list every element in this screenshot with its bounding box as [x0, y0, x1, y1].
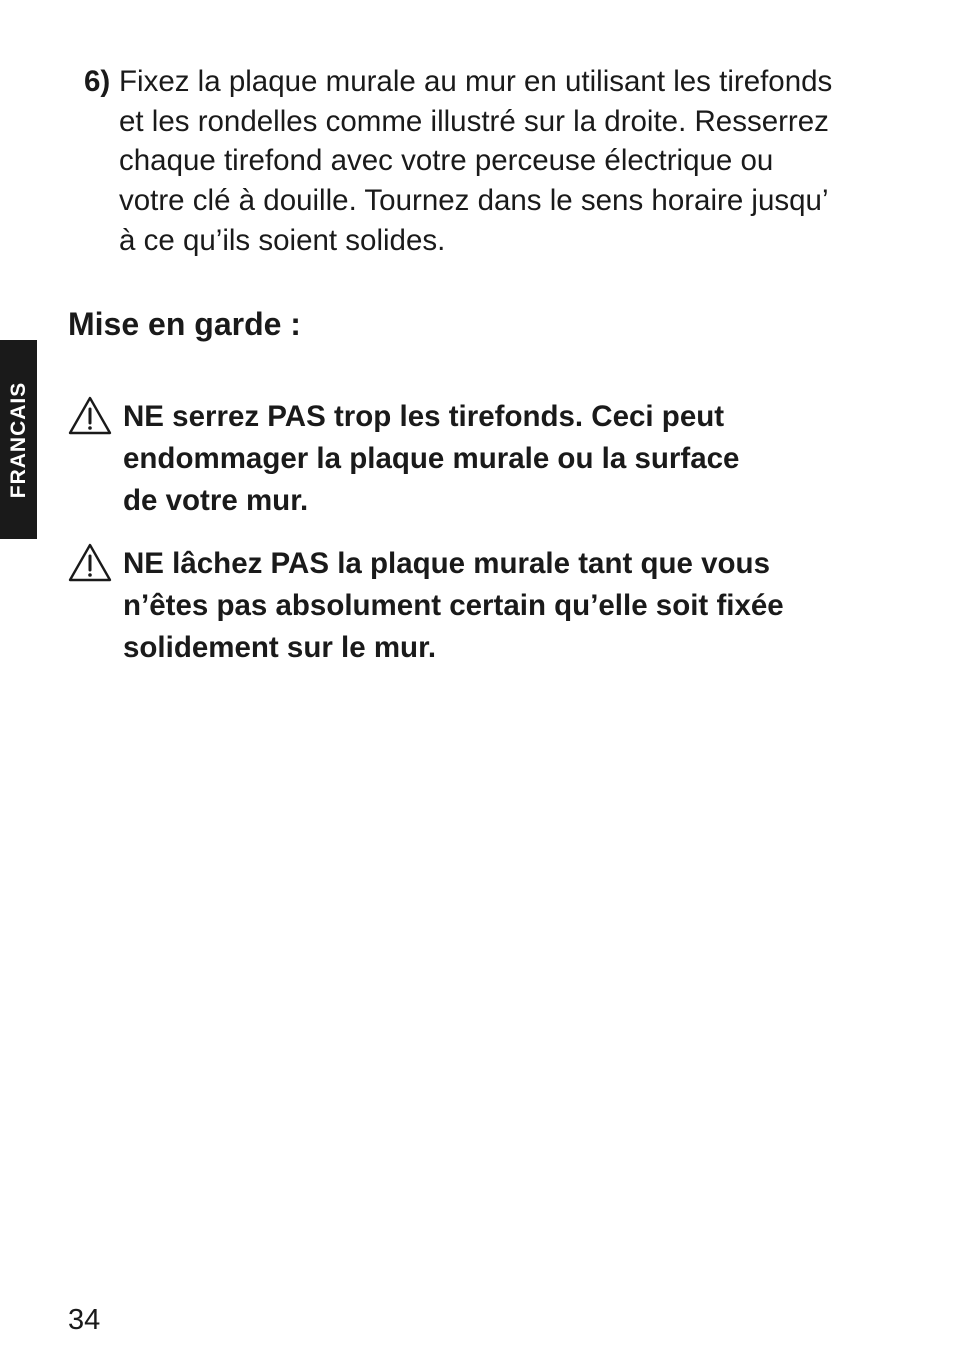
warning-text-line: n’êtes pas absolument certain qu’elle soit fixée: [123, 589, 784, 622]
warning-text-line: de votre mur.: [123, 484, 309, 517]
warning-text: [123, 396, 888, 522]
step-text-line: Fixez la plaque murale au mur en utilisant les tirefonds: [119, 65, 833, 98]
step-text-line: votre clé à douille. Tournez dans le sens horaire jusqu’: [119, 184, 829, 218]
warning-text-line: NE lâchez PAS la plaque murale tant que vous: [123, 547, 770, 580]
step-text-line: et les rondelles comme illustré sur la droite. Resserrez: [119, 104, 829, 138]
warning-text-line: solidement sur le mur.: [123, 631, 437, 664]
instruction-step: [84, 62, 884, 261]
warning-text: [123, 543, 888, 669]
caution-heading: Mise en garde :: [68, 306, 301, 342]
step-number: 6): [84, 65, 111, 98]
language-tab-label: FRANCAIS: [6, 381, 30, 498]
step-text-line: chaque tirefond avec votre perceuse électrique ou: [119, 144, 774, 178]
warning-item: [68, 396, 888, 522]
warning-item: [68, 543, 888, 669]
step-text-line: à ce qu’ils soient solides.: [119, 223, 446, 257]
step-text: [119, 62, 884, 261]
warning-triangle-icon: [68, 396, 112, 436]
page-number: 34: [68, 1304, 101, 1336]
warning-triangle-icon: [68, 543, 112, 583]
warning-text-line: NE serrez PAS trop les tirefonds. Ceci peut: [123, 400, 725, 433]
language-side-tab: [0, 340, 37, 539]
warning-text-line: endommager la plaque murale ou la surface: [123, 442, 740, 475]
